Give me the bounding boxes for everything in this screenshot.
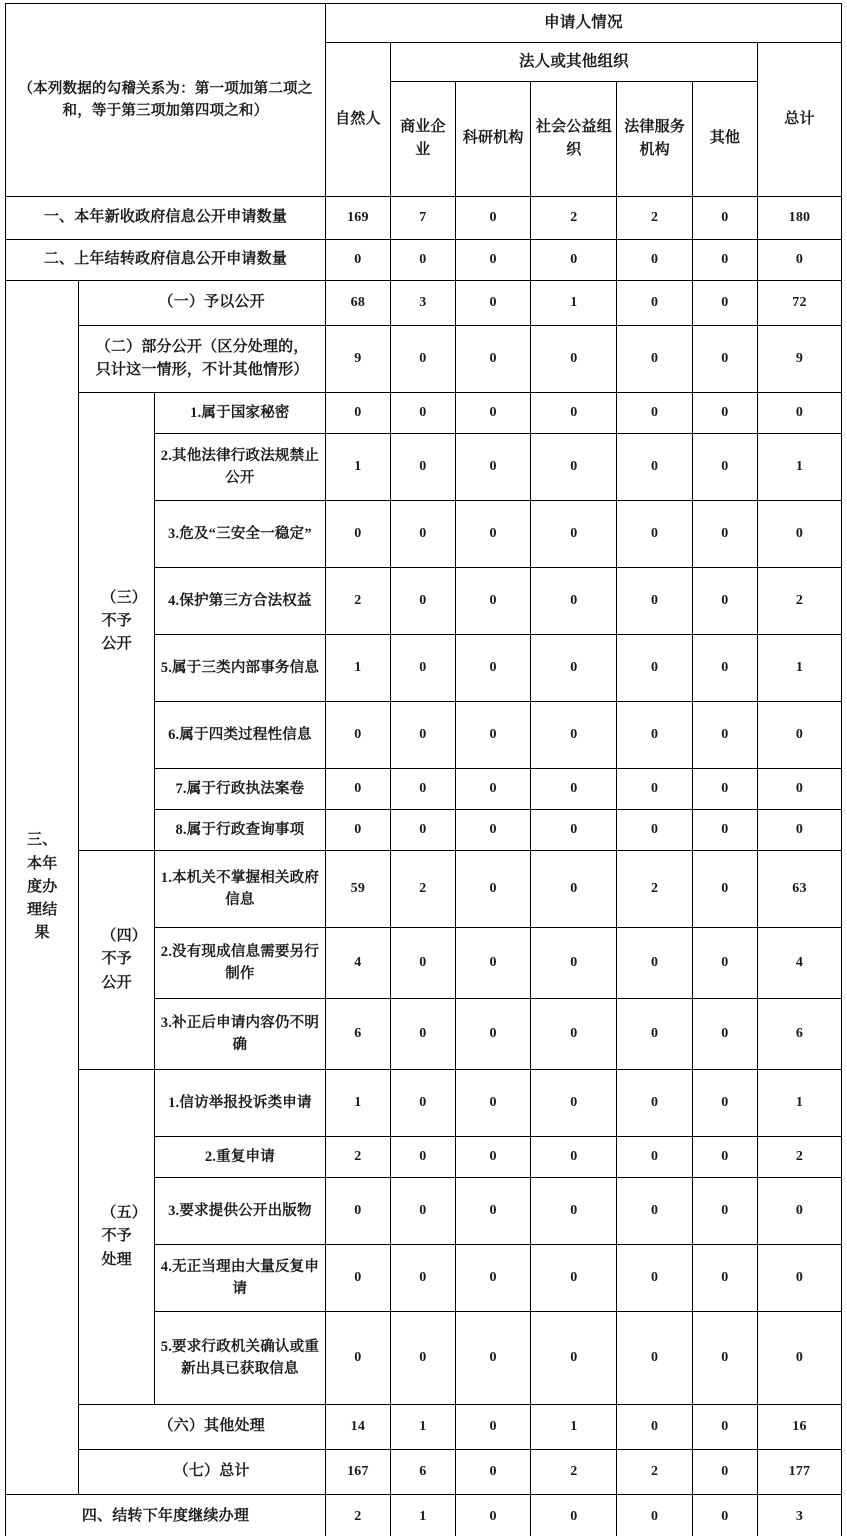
cell-value: 0 bbox=[390, 1070, 455, 1137]
table-row bbox=[6, 281, 842, 326]
row-label-internal-affairs: 5.属于三类内部事务信息 bbox=[154, 635, 325, 702]
table-row bbox=[6, 1495, 842, 1536]
row-label-petition-complaint: 1.信访举报投诉类申请 bbox=[154, 1070, 325, 1137]
cell-value: 63 bbox=[757, 851, 841, 928]
cell-value: 0 bbox=[757, 1245, 841, 1312]
cell-value: 0 bbox=[692, 197, 757, 240]
cell-value: 0 bbox=[692, 635, 757, 702]
cell-value: 7 bbox=[390, 197, 455, 240]
cell-value: 0 bbox=[455, 851, 531, 928]
row-label-still-unclear: 3.补正后申请内容仍不明确 bbox=[154, 999, 325, 1070]
cell-value: 0 bbox=[455, 702, 531, 769]
cell-value: 16 bbox=[757, 1405, 841, 1450]
cell-value: 0 bbox=[390, 393, 455, 434]
cell-value: 0 bbox=[325, 810, 390, 851]
cell-value: 0 bbox=[617, 928, 693, 999]
cell-value: 0 bbox=[757, 1178, 841, 1245]
cell-value: 4 bbox=[325, 928, 390, 999]
cell-value: 2 bbox=[390, 851, 455, 928]
row-label-repeated-no-reason: 4.无正当理由大量反复申请 bbox=[154, 1245, 325, 1312]
table-row bbox=[6, 326, 842, 393]
cell-value: 2 bbox=[617, 851, 693, 928]
cell-value: 6 bbox=[757, 999, 841, 1070]
cell-value: 0 bbox=[531, 1137, 617, 1178]
cell-value: 0 bbox=[455, 810, 531, 851]
cell-value: 2 bbox=[617, 1450, 693, 1495]
cell-value: 0 bbox=[692, 928, 757, 999]
row-label-disclosed: （一）予以公开 bbox=[79, 281, 325, 326]
cell-value: 0 bbox=[455, 434, 531, 501]
cell-value: 0 bbox=[617, 1137, 693, 1178]
cell-value: 0 bbox=[692, 1070, 757, 1137]
cell-value: 0 bbox=[692, 326, 757, 393]
government-info-disclosure-table bbox=[5, 3, 842, 1536]
cell-value: 0 bbox=[617, 434, 693, 501]
cell-value: 0 bbox=[617, 1178, 693, 1245]
cell-value: 0 bbox=[692, 1245, 757, 1312]
header-research: 科研机构 bbox=[455, 82, 531, 197]
cell-value: 180 bbox=[757, 197, 841, 240]
cell-value: 0 bbox=[325, 1312, 390, 1405]
cell-value: 0 bbox=[531, 501, 617, 568]
cell-value: 0 bbox=[617, 702, 693, 769]
cell-value: 0 bbox=[390, 1245, 455, 1312]
cell-value: 0 bbox=[390, 568, 455, 635]
cell-value: 0 bbox=[692, 999, 757, 1070]
group-label-annual-results: 三、本年度办理结果 bbox=[6, 281, 79, 1495]
cell-value: 0 bbox=[757, 393, 841, 434]
cell-value: 0 bbox=[455, 240, 531, 281]
table-row bbox=[6, 1405, 842, 1450]
row-label-published-material: 3.要求提供公开出版物 bbox=[154, 1178, 325, 1245]
cell-value: 0 bbox=[531, 769, 617, 810]
cell-value: 0 bbox=[531, 635, 617, 702]
cell-value: 0 bbox=[455, 928, 531, 999]
group-label-not-handled-5: （五）不予处理 bbox=[79, 1070, 155, 1405]
cell-value: 0 bbox=[390, 434, 455, 501]
cell-value: 1 bbox=[757, 1070, 841, 1137]
row-label-needs-creation: 2.没有现成信息需要另行制作 bbox=[154, 928, 325, 999]
cell-value: 1 bbox=[757, 434, 841, 501]
cell-value: 0 bbox=[531, 928, 617, 999]
header-row-1 bbox=[6, 4, 842, 43]
cell-value: 0 bbox=[757, 769, 841, 810]
header-social: 社会公益组织 bbox=[531, 82, 617, 197]
cell-value: 0 bbox=[531, 434, 617, 501]
cell-value: 177 bbox=[757, 1450, 841, 1495]
cell-value: 0 bbox=[692, 393, 757, 434]
row-label-admin-query: 8.属于行政查询事项 bbox=[154, 810, 325, 851]
cell-value: 0 bbox=[455, 1450, 531, 1495]
cell-value: 9 bbox=[757, 326, 841, 393]
cell-value: 0 bbox=[455, 501, 531, 568]
row-label-state-secret: 1.属于国家秘密 bbox=[154, 393, 325, 434]
cell-value: 4 bbox=[757, 928, 841, 999]
cell-value: 0 bbox=[455, 999, 531, 1070]
row-label-third-party-rights: 4.保护第三方合法权益 bbox=[154, 568, 325, 635]
cell-value: 0 bbox=[757, 240, 841, 281]
header-total: 总计 bbox=[757, 43, 841, 197]
table-row bbox=[6, 1450, 842, 1495]
cell-value: 0 bbox=[757, 702, 841, 769]
cell-value: 0 bbox=[531, 1070, 617, 1137]
cell-value: 0 bbox=[617, 1405, 693, 1450]
cell-value: 0 bbox=[531, 810, 617, 851]
group-label-not-disclosed-4: （四）不予公开 bbox=[79, 851, 155, 1070]
cell-value: 0 bbox=[390, 240, 455, 281]
cell-value: 0 bbox=[455, 197, 531, 240]
cell-value: 1 bbox=[325, 1070, 390, 1137]
cell-value: 0 bbox=[692, 1405, 757, 1450]
header-applicant-group: 申请人情况 bbox=[325, 4, 841, 43]
cell-value: 0 bbox=[390, 1312, 455, 1405]
cell-value: 0 bbox=[692, 568, 757, 635]
cell-value: 2 bbox=[757, 1137, 841, 1178]
cell-value: 9 bbox=[325, 326, 390, 393]
cell-value: 2 bbox=[531, 1450, 617, 1495]
cell-value: 0 bbox=[325, 240, 390, 281]
cell-value: 0 bbox=[692, 769, 757, 810]
cell-value: 1 bbox=[325, 434, 390, 501]
cell-value: 0 bbox=[531, 1495, 617, 1536]
cell-value: 0 bbox=[531, 393, 617, 434]
cell-value: 0 bbox=[455, 1070, 531, 1137]
cell-value: 2 bbox=[617, 197, 693, 240]
cell-value: 0 bbox=[617, 999, 693, 1070]
cell-value: 0 bbox=[617, 769, 693, 810]
table-row bbox=[6, 851, 842, 928]
table-row bbox=[6, 1070, 842, 1137]
cell-value: 0 bbox=[390, 1137, 455, 1178]
cell-value: 0 bbox=[617, 240, 693, 281]
cell-value: 169 bbox=[325, 197, 390, 240]
cell-value: 0 bbox=[692, 1450, 757, 1495]
header-other: 其他 bbox=[692, 82, 757, 197]
cell-value: 0 bbox=[757, 1312, 841, 1405]
cell-value: 0 bbox=[692, 1312, 757, 1405]
cell-value: 0 bbox=[390, 1178, 455, 1245]
cell-value: 0 bbox=[617, 393, 693, 434]
cell-value: 2 bbox=[757, 568, 841, 635]
cell-value: 0 bbox=[757, 810, 841, 851]
cell-value: 0 bbox=[531, 702, 617, 769]
cell-value: 0 bbox=[325, 1178, 390, 1245]
cell-value: 0 bbox=[617, 1070, 693, 1137]
cell-value: 0 bbox=[390, 810, 455, 851]
cell-value: 0 bbox=[692, 434, 757, 501]
row-label-other-handling: （六）其他处理 bbox=[79, 1405, 325, 1450]
cell-value: 0 bbox=[455, 769, 531, 810]
cell-value: 167 bbox=[325, 1450, 390, 1495]
cell-value: 0 bbox=[531, 568, 617, 635]
cell-value: 0 bbox=[325, 769, 390, 810]
cell-value: 0 bbox=[531, 326, 617, 393]
cell-value: 0 bbox=[617, 1495, 693, 1536]
row-label-process-info: 6.属于四类过程性信息 bbox=[154, 702, 325, 769]
row-label-subtotal: （七）总计 bbox=[79, 1450, 325, 1495]
cell-value: 3 bbox=[757, 1495, 841, 1536]
cell-value: 2 bbox=[325, 1137, 390, 1178]
cell-value: 0 bbox=[531, 240, 617, 281]
cell-value: 0 bbox=[531, 1312, 617, 1405]
table-row bbox=[6, 393, 842, 434]
header-business: 商业企业 bbox=[390, 82, 455, 197]
group-label-not-disclosed-3: （三）不予公开 bbox=[79, 393, 155, 851]
cell-value: 59 bbox=[325, 851, 390, 928]
cell-value: 0 bbox=[325, 393, 390, 434]
cell-value: 0 bbox=[455, 1495, 531, 1536]
header-legal-service: 法律服务机构 bbox=[617, 82, 693, 197]
cell-value: 2 bbox=[531, 197, 617, 240]
cell-value: 0 bbox=[390, 769, 455, 810]
cell-value: 72 bbox=[757, 281, 841, 326]
cell-value: 0 bbox=[531, 851, 617, 928]
table-row bbox=[6, 197, 842, 240]
cell-value: 14 bbox=[325, 1405, 390, 1450]
cell-value: 0 bbox=[531, 1245, 617, 1312]
cell-value: 1 bbox=[390, 1495, 455, 1536]
cell-value: 0 bbox=[455, 635, 531, 702]
cell-value: 1 bbox=[531, 1405, 617, 1450]
cell-value: 0 bbox=[455, 1405, 531, 1450]
row-label-reconfirm-issued: 5.要求行政机关确认或重新出具已获取信息 bbox=[154, 1312, 325, 1405]
cell-value: 0 bbox=[617, 810, 693, 851]
cell-value: 0 bbox=[390, 702, 455, 769]
cell-value: 0 bbox=[455, 1312, 531, 1405]
row-label-partially-disclosed: （二）部分公开（区分处理的，只计这一情形，不计其他情形） bbox=[79, 326, 325, 393]
cell-value: 0 bbox=[390, 928, 455, 999]
cell-value: 0 bbox=[692, 1495, 757, 1536]
cell-value: 0 bbox=[531, 1178, 617, 1245]
row-label-law-prohibited: 2.其他法律行政法规禁止公开 bbox=[154, 434, 325, 501]
cell-value: 0 bbox=[617, 281, 693, 326]
row-label-endanger-security: 3.危及“三安全一稳定” bbox=[154, 501, 325, 568]
cell-value: 0 bbox=[455, 393, 531, 434]
cell-value: 2 bbox=[325, 568, 390, 635]
cell-value: 68 bbox=[325, 281, 390, 326]
row-label-new-received: 一、本年新收政府信息公开申请数量 bbox=[6, 197, 326, 240]
cell-value: 0 bbox=[692, 501, 757, 568]
row-label-enforcement-file: 7.属于行政执法案卷 bbox=[154, 769, 325, 810]
cell-value: 0 bbox=[692, 810, 757, 851]
header-legal-group: 法人或其他组织 bbox=[390, 43, 757, 82]
cell-value: 0 bbox=[390, 999, 455, 1070]
row-label-not-possessed: 1.本机关不掌握相关政府信息 bbox=[154, 851, 325, 928]
cell-value: 0 bbox=[617, 1245, 693, 1312]
cell-value: 0 bbox=[390, 326, 455, 393]
cell-value: 2 bbox=[325, 1495, 390, 1536]
cell-value: 0 bbox=[692, 702, 757, 769]
cell-value: 0 bbox=[531, 999, 617, 1070]
cell-value: 0 bbox=[325, 1245, 390, 1312]
cell-value: 0 bbox=[455, 1178, 531, 1245]
cell-value: 6 bbox=[390, 1450, 455, 1495]
cell-value: 6 bbox=[325, 999, 390, 1070]
cell-value: 0 bbox=[757, 501, 841, 568]
cell-value: 0 bbox=[325, 702, 390, 769]
row-label-carried-over: 二、上年结转政府信息公开申请数量 bbox=[6, 240, 326, 281]
cell-value: 1 bbox=[390, 1405, 455, 1450]
cell-value: 3 bbox=[390, 281, 455, 326]
cell-value: 0 bbox=[692, 240, 757, 281]
header-natural-person: 自然人 bbox=[325, 43, 390, 197]
note-cell: （本列数据的勾稽关系为：第一项加第二项之和，等于第三项加第四项之和） bbox=[6, 4, 326, 197]
table-row bbox=[6, 240, 842, 281]
cell-value: 1 bbox=[531, 281, 617, 326]
cell-value: 0 bbox=[692, 1137, 757, 1178]
cell-value: 0 bbox=[455, 281, 531, 326]
row-label-carry-forward: 四、结转下年度继续办理 bbox=[6, 1495, 326, 1536]
cell-value: 0 bbox=[455, 326, 531, 393]
cell-value: 0 bbox=[455, 1245, 531, 1312]
cell-value: 0 bbox=[692, 1178, 757, 1245]
cell-value: 0 bbox=[617, 326, 693, 393]
cell-value: 0 bbox=[390, 501, 455, 568]
cell-value: 1 bbox=[325, 635, 390, 702]
cell-value: 0 bbox=[692, 281, 757, 326]
row-label-duplicate-request: 2.重复申请 bbox=[154, 1137, 325, 1178]
cell-value: 0 bbox=[617, 1312, 693, 1405]
cell-value: 1 bbox=[757, 635, 841, 702]
cell-value: 0 bbox=[325, 501, 390, 568]
cell-value: 0 bbox=[390, 635, 455, 702]
cell-value: 0 bbox=[455, 568, 531, 635]
cell-value: 0 bbox=[617, 568, 693, 635]
cell-value: 0 bbox=[692, 851, 757, 928]
cell-value: 0 bbox=[617, 635, 693, 702]
cell-value: 0 bbox=[617, 501, 693, 568]
cell-value: 0 bbox=[455, 1137, 531, 1178]
